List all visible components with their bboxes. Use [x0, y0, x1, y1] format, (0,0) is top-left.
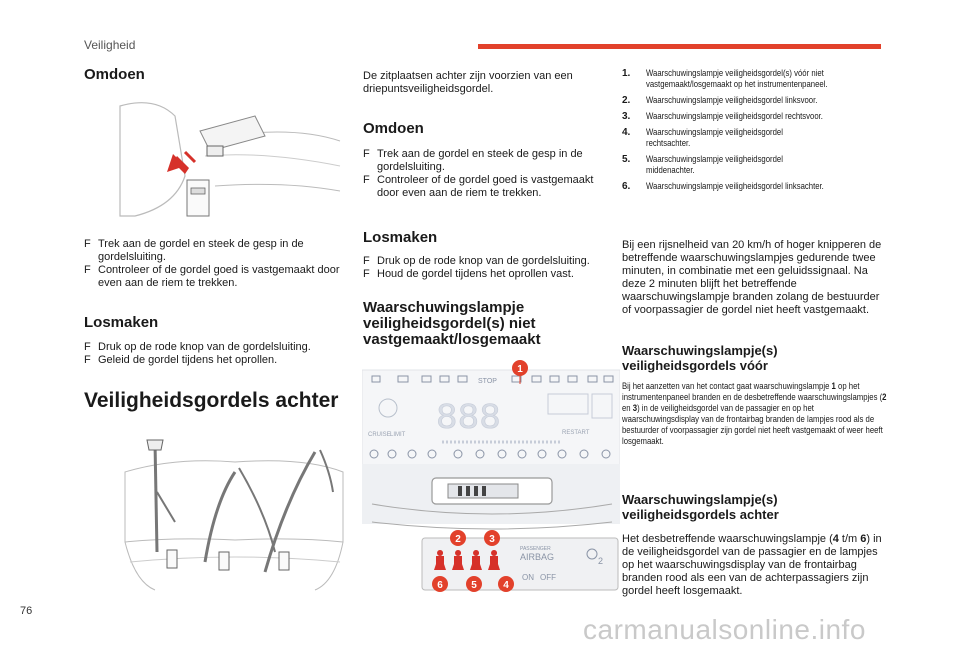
watermark: carmanualsonline.info — [583, 614, 866, 645]
airbag-count: 2 — [598, 556, 604, 566]
omdoen-heading-rear: Omdoen — [363, 120, 424, 137]
bullet-icon: F — [84, 341, 91, 353]
list-item: 4. Waarschuwingslampje veiligheidsgordel rechtsachter. — [622, 127, 783, 148]
list-item: 3. Waarschuwingslampje veiligheidsgordel rechtsvoor. — [622, 111, 823, 122]
losmaken-instructions-front — [84, 341, 346, 367]
restart-label: RESTART — [562, 430, 590, 436]
bullet-icon: F — [363, 268, 370, 280]
bullet-icon: F — [84, 238, 91, 250]
speed-warning-paragraph: Bij een rijsnelheid van 20 km/h of hoger knipperen de betreffende waarschuwingslampjes gedurende twee minuten, in combinatie met een geluidssignaal. Na deze 2 minuten blijft het betreffende waarschuwingslampje branden zolang de bestuurder of voorpassagier de gordel niet heeft vastgemaakt. — [622, 239, 882, 316]
airbag-label: AIRBAG — [520, 552, 555, 562]
seatbelt-warning-diagram — [362, 354, 620, 598]
front-belts-heading: Waarschuwingslampje(s) veiligheidsgordels vóór — [622, 343, 778, 373]
passenger-label: PASSENGER — [520, 546, 551, 552]
airbag-on-label: ON — [522, 573, 534, 582]
callout-1-label: 1 — [517, 364, 523, 375]
warning-lamp-heading: Waarschuwingslampje veiligheidsgordel(s) niet vastgemaakt/losgemaakt — [363, 299, 541, 348]
bullet-icon: F — [363, 255, 370, 267]
list-item: 2. Waarschuwingslampje veiligheidsgordel linksvoor. — [622, 95, 818, 106]
bullet-icon: F — [84, 264, 91, 276]
callout-2 — [450, 530, 466, 546]
rear-seatbelts-illustration — [115, 432, 345, 592]
list-item: F Druk op de rode knop van de gordelsluiting. — [84, 341, 311, 353]
list-item: 6. Waarschuwingslampje veiligheidsgordel linksachter. — [622, 181, 824, 192]
rear-belts-intro: De zitplaatsen achter zijn voorzien van een driepuntsveiligheidsgordel. — [363, 70, 573, 95]
list-item: F Geleid de gordel tijdens het oprollen. — [84, 354, 278, 366]
callout-3 — [484, 530, 500, 546]
callout-6 — [432, 576, 448, 592]
callout-4-label: 4 — [503, 580, 509, 591]
section-title-rear-belts: Veiligheidsgordels achter — [84, 389, 339, 412]
omdoen-instructions-rear — [363, 148, 613, 200]
callout-4 — [498, 576, 514, 592]
page-number: 76 — [20, 605, 33, 617]
losmaken-heading-rear: Losmaken — [363, 229, 438, 246]
front-seatbelt-buckle-illustration — [115, 96, 345, 226]
section-header-bar — [478, 44, 881, 49]
front-belts-paragraph: Bij het aanzetten van het contact gaat waarschuwingslampje 1 op het instrumentenpaneel branden en de desbetreffende waarschuwingslampjes (2 en 3) in de veiligheidsgordel van de passagier en op het waarschuwingsdisplay van de frontairbag branden de lampjes rood als de bestuurder of voorpassagier zijn gordel niet heeft vastgemaakt of weer heeft losgemaakt. — [622, 381, 887, 446]
bullet-icon: F — [363, 148, 370, 160]
stop-label: STOP — [478, 378, 497, 385]
rear-belts-paragraph: Het desbetreffende waarschuwingslampje (4 t/m 6) in de veiligheidsgordel van de passagier en de lampjes op het waarschuwingsdisplay van de frontairbag branden rood als een van de achterpassagiers zijn gordel heeft losgemaakt. — [622, 533, 882, 597]
list-item: F Druk op de rode knop van de gordelsluiting. — [363, 255, 590, 267]
losmaken-instructions-rear — [363, 255, 625, 281]
losmaken-heading-front: Losmaken — [84, 314, 159, 331]
omdoen-instructions-front — [84, 238, 346, 290]
omdoen-heading-front: Omdoen — [84, 66, 145, 83]
callout-3-label: 3 — [489, 534, 495, 545]
list-item: F Controleer of de gordel goed is vastgemaakt door even aan de riem te trekken. — [363, 174, 594, 199]
limit-label: LIMIT — [390, 432, 406, 438]
list-item: 1. Waarschuwingslampje veiligheidsgordel(s) vóór niet vastgemaakt/losgemaakt op het instrumentenpaneel. — [622, 68, 828, 89]
warning-lamp-list — [622, 68, 952, 197]
callout-6-label: 6 — [437, 580, 443, 591]
cruise-label: CRUISE — [368, 432, 391, 438]
rear-belts-heading: Waarschuwingslampje(s) veiligheidsgordels achter — [622, 492, 779, 522]
list-item: 5. Waarschuwingslampje veiligheidsgordel middenachter. — [622, 154, 783, 175]
list-item: F Houd de gordel tijdens het oprollen vast. — [363, 268, 574, 280]
list-item: F Trek aan de gordel en steek de gesp in de gordelsluiting. — [363, 148, 583, 173]
callout-1 — [512, 360, 528, 376]
callout-5-label: 5 — [471, 580, 477, 591]
list-item: F Controleer of de gordel goed is vastgemaakt door even aan de riem te trekken. — [84, 264, 340, 289]
list-item: F Trek aan de gordel en steek de gesp in de gordelsluiting. — [84, 238, 304, 263]
display-digits: 888 — [436, 398, 501, 439]
bullet-icon: F — [363, 174, 370, 186]
bullet-icon: F — [84, 354, 91, 366]
callout-2-label: 2 — [455, 534, 461, 545]
airbag-off-label: OFF — [540, 573, 556, 582]
callout-5 — [466, 576, 482, 592]
section-header: Veiligheid — [84, 38, 136, 52]
